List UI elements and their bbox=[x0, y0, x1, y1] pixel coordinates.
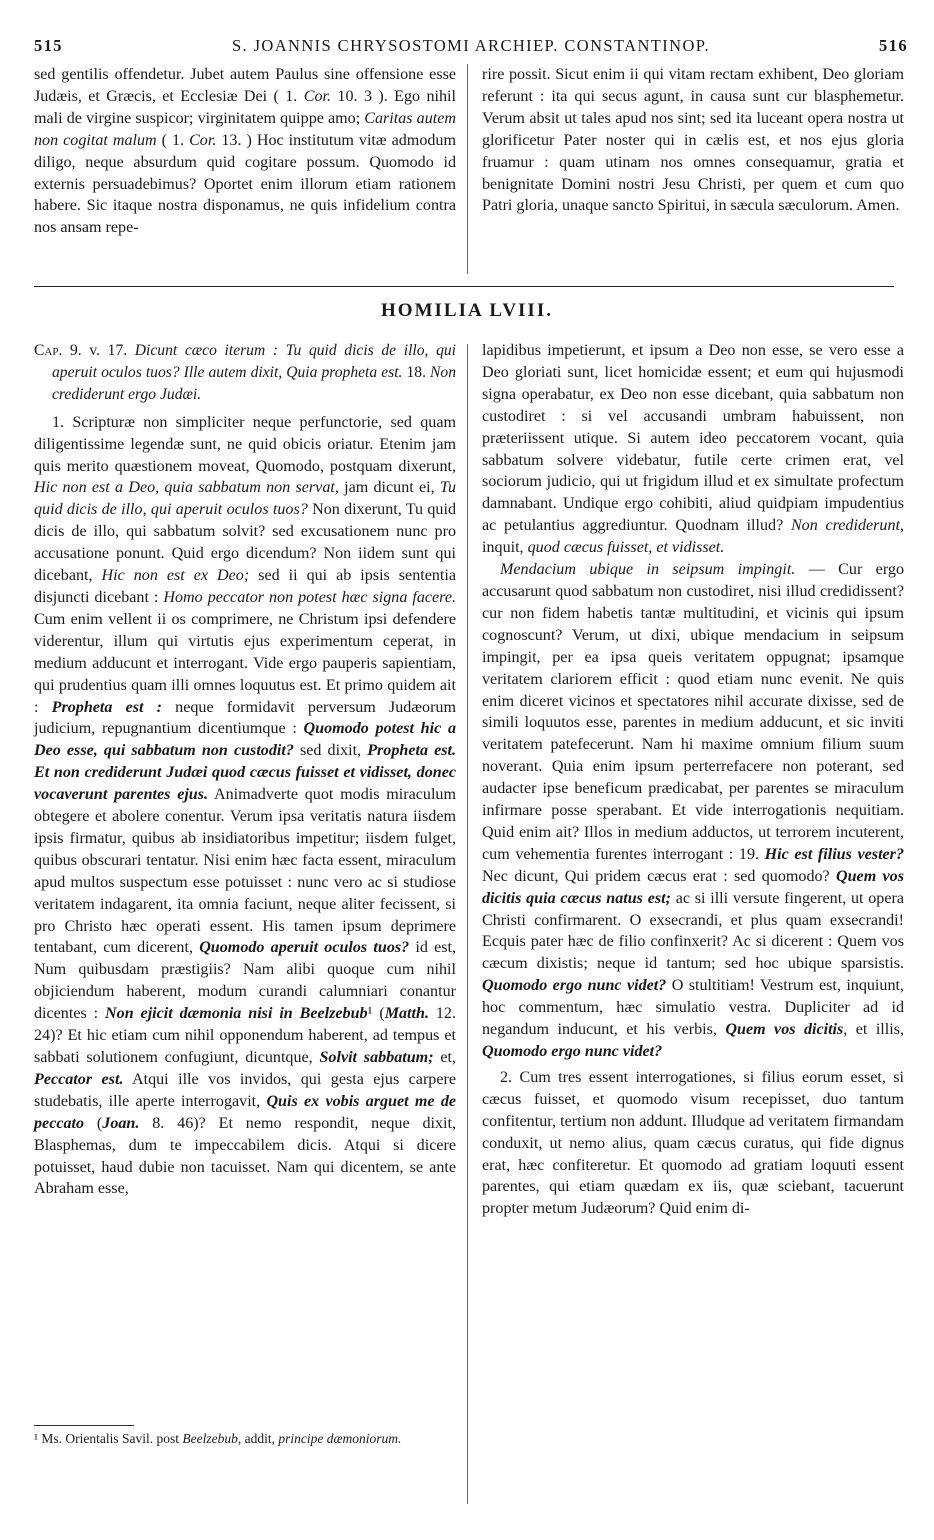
quotation: quod cæcus fuisset, et vidisset. bbox=[527, 539, 725, 557]
quotation: Homo peccator non potest hæc signa facere. bbox=[163, 588, 456, 606]
text-run: 10. 3 ). Ego nihil mali de virgine suspicor; virginitatem quippe amo; bbox=[34, 87, 456, 127]
quotation: Quem vos dicitis bbox=[725, 1021, 844, 1039]
footnote bbox=[34, 1430, 456, 1448]
text-run: Atqui ille vos invidos, qui gesta ejus carpere studebatis, ille aperte interrogavit, bbox=[34, 1070, 456, 1110]
scripture-ref: Cor. bbox=[189, 131, 217, 149]
text-run: 9. v. 17. bbox=[62, 342, 135, 359]
quotation: Quomodo ergo nunc videt? bbox=[482, 1043, 663, 1060]
quotation: Propheta est. Et non crediderunt Judæi quod cæcus fuisset et vidisset, donec vocaverunt parentes ejus. bbox=[34, 742, 456, 804]
text-run: ( 1. bbox=[156, 131, 190, 149]
text-run: , et illis, bbox=[843, 1021, 905, 1039]
text-run: 8. 46)? Et nemo respondit, neque dixit, Blasphemas, dum te impeccabilem dicis. Atqui si dicere potuisset, haud dubie non tacuisset. Nam qui dicentem, se ante Abraham esse, bbox=[34, 1114, 456, 1198]
top-right-paragraph: rire possit. Sicut enim ii qui vitam rectam exhibent, Deo gloriam referunt : ita qui secus agunt, in causa sunt cur blasphemetur. Verum absit ut tales apud nos sint; sed ita luceant opera nostra ut glorificetur Pater noster qui in cælis est, et nos ejus gloria fruamur : quam utinam nos omnes consequamur, gratia et benignitate Domini nostri Jesu Christi, per quem et cum quo Patri gloria, unaque sancto Spiritui, in sæcula sæculorum. Amen. bbox=[482, 66, 904, 215]
text-run: id est, Num quibusdam præstigiis? Nam alibi quoque cum nihil objiciendum haberent, modum curandi calumniari conantur dicentes : bbox=[34, 939, 456, 1023]
quotation: Propheta est : bbox=[51, 698, 162, 716]
quotation: Peccator est. bbox=[34, 1070, 124, 1088]
section-rule bbox=[34, 286, 894, 287]
footnote-rule bbox=[34, 1425, 134, 1426]
quotation: Hic non est a Deo, quia sabbatum non servat bbox=[34, 479, 335, 497]
quotation: Quem vos dicitis quia cæcus natus est; bbox=[482, 867, 904, 907]
quotation: Quis ex vobis arguet me de peccato bbox=[34, 1092, 457, 1132]
paragraph-continued bbox=[482, 340, 904, 559]
chapter-label: Cap. bbox=[34, 342, 63, 359]
text-run: sed ii qui ab ipsis sententia disjuncti dicebant : bbox=[34, 567, 456, 606]
text-run: ( bbox=[84, 1114, 103, 1132]
quotation: Non crediderunt ergo Judæi. bbox=[52, 363, 456, 403]
page-number-right: 516 bbox=[879, 36, 908, 55]
quotation: Tu quid dicis de illo, qui aperuit oculos tuos? bbox=[34, 479, 456, 519]
text-run: lapidibus impetierunt, et ipsum a Deo non esse, se vero esse a Deo gloriati sunt, licet homicidæ essent; et eum qui hujusmodi signa operabatur, ex Deo non esse dicebant, quia sabbatum non custodiret : si vel accusandi umbram habuissent, non præteriissent utique. Si autem ideo peccatorem vocant, quia sabbatum solvere videbatur, futile certe crimen erat, vel sociorum judicio, qui ut frigidum illud et ex simultate profectum damnabant. Undique ergo cohibiti, aliud quidpiam impudentius ac petulantius aggrediuntur. Quodnam illud? bbox=[482, 342, 904, 535]
text-run: ¹ Ms. Orientalis Savil. post bbox=[34, 1431, 183, 1446]
side-heading: Mendacium ubique in seipsum impingit. bbox=[500, 561, 796, 579]
text-run: et, bbox=[433, 1049, 456, 1066]
paragraph-1 bbox=[34, 412, 456, 1201]
text-run: Cum enim vellent ii os comprimere, ne Christum ipsi defendere viderentur, illum qui virtutis ejus experimentum ceperat, in medium adducunt et interrogant. Vide ergo pauperis sapientiam, qui prudentius quam illi omnes loquutus est. Et primo quidem ait : bbox=[34, 610, 456, 716]
scripture-ref: Cor. bbox=[303, 87, 332, 105]
text-run: sed dixit, bbox=[293, 742, 368, 760]
top-left-paragraph bbox=[34, 64, 456, 239]
quotation: Quomodo aperuit oculos tuos? bbox=[199, 939, 410, 957]
text-run: neque formidavit perversum Judæorum judicium, repugnantium dicentiumque : bbox=[34, 698, 456, 738]
quotation: Dicunt cæco iterum : Tu quid dicis de illo, qui aperuit oculos tuos? Ille autem dixit, Quia propheta est. bbox=[52, 342, 456, 381]
paragraph-2: 2. Cum tres essent interrogationes, si filius eorum esset, si cæcus fuisset, et quomodo visum recepisset, duo tantum confitentur, tertium non addunt. Illudque ad veritatem firmandam conduxit, ut nemo alius, quam cæcus curatus, qui fide dignus erat, hæc confiteretur. Et quomodo ad gratiam loquuti essent parentes, qui etiam quædam ex iis, quæ sciebant, tacuerunt propter metum Judæorum? Quid enim di- bbox=[482, 1068, 904, 1218]
running-head bbox=[34, 36, 908, 60]
text-run: , addit, bbox=[237, 1431, 279, 1446]
chapter-heading bbox=[34, 340, 456, 406]
text-run: Nec dicunt, Qui pridem cæcus erat : sed quomodo? bbox=[482, 867, 836, 885]
main-right-column bbox=[482, 340, 904, 1220]
quotation: Quomodo potest hic a Deo esse, qui sabbatum non custodit? bbox=[34, 720, 456, 760]
running-title: S. JOANNIS CHRYSOSTOMI ARCHIEP. CONSTANTINOP. bbox=[231, 36, 711, 55]
column-divider bbox=[467, 344, 468, 1504]
text-run: — Cur ergo accusarunt quod sabbatum non custodiret, nisi illud credidissent? cur non fidem habetis tantæ multitudini, et vicinis qui ipsum cognoscunt? Verum, ut dixi, ubique mendacium in seipsum impingit, per ea ipsa queis veritatem oppugnat; ipsamque veritatem clariorem efficit : quod etiam nunc evenit. Ne quis enim diceret vicinos et spectatores nihil accurate dixisse, sed de simili loquutos esse, parentes in medium adducunt, et sic inviti veritatem patefecerunt. Nam hi maxime omnium filium suum noverant. Quia enim ipsum perterrefacere non poterant, sed audacter ipse beneficum prædicabat, per parentes se miraculum infirmare posse sperabant. Et vide interrogationis nequitiam. Quid enim ait? Illos in medium adductos, ut terrorem incuterent, cum vehementia furentes interrogant : 19. bbox=[482, 561, 904, 863]
text-run: O stultitiam! Vestrum est, inquiunt, hoc commentum, hæc simulatio vestra. Dupliciter ad id negandum inducunt, et his verbis, bbox=[482, 977, 904, 1039]
footnote-marker: ¹ ( bbox=[367, 1005, 385, 1023]
homily-title: HOMILIA LVIII. bbox=[381, 300, 553, 321]
footnote-italic: Beelzebub bbox=[182, 1431, 238, 1446]
column-divider bbox=[467, 64, 468, 274]
scripture-ref: Matth. bbox=[384, 1005, 429, 1023]
text-run: , inquit, bbox=[482, 517, 904, 557]
page-number-left: 515 bbox=[34, 36, 63, 55]
quotation: Non crediderunt bbox=[790, 517, 900, 535]
top-left-column bbox=[34, 64, 456, 239]
scripture-ref: Joan. bbox=[102, 1114, 140, 1132]
quotation: Hic non est ex Deo; bbox=[101, 567, 250, 585]
text-run: sed gentilis offendetur. Jubet autem Paulus sine offensione esse Judæis, et Græcis, et Ecclesiæ Dei ( 1. bbox=[34, 66, 456, 105]
quotation: Solvit sabbatum; bbox=[319, 1049, 434, 1066]
top-right-column bbox=[482, 64, 904, 217]
text-run: , jam dicunt ei, bbox=[334, 479, 440, 497]
text-run: 12. 24)? Et hic etiam cum nihil opponendum haberent, ad tempus et sabbati solutionem confugiunt, dicuntque, bbox=[34, 1005, 456, 1066]
text-run: Animadverte quot modis miraculum obtegere et abolere conentur. Verum ipsa veritatis natura iisdem ipsis firmatur, quibus ab insidiatoribus impetitur; iisdem fulget, quibus obscurari tentatur. Nisi enim hæc facta essent, miraculum apud multos suspectum esse potuisset : nunc vero ac si studiose veritatem indagarent, ita omnia faciunt, neque aliter fecissent, si pro Christo hæc operati essent. His tamen ipsum deprimere tentabant, cum dicerent, bbox=[34, 786, 456, 957]
quotation: Caritas autem non cogitat malum bbox=[34, 109, 456, 149]
text-run: Non dixerunt, Tu quid dicis de illo, qui sabbatum solvit? sed excusationem nunc pro accusatione ponunt. Quid ergo dicendum? Non iidem sunt qui dicebant, bbox=[34, 501, 456, 585]
quotation: Non ejicit dæmonia nisi in Beelzebub bbox=[105, 1005, 368, 1023]
quotation: Quomodo ergo nunc videt? bbox=[482, 977, 667, 995]
text-run: 1. Scripturæ non simpliciter neque perfunctorie, sed quam diligentissime legendæ sunt, ne quid obicis oriatur. Etenim jam quis merito quæstionem moveat, Quomodo, postquam dixerunt, bbox=[34, 413, 456, 475]
text-run: ac si illi versute fingerent, ut opera Christi confirmarent. O exsecrandi, et plus quam exsecrandi! Ecquis pater hæc de filio confinxerit? Ac si dicerent : Quem vos cæcum dixistis; neque id tantum; sed hoc ubique sparsistis. bbox=[482, 889, 904, 973]
footnote-italic: principe dæmoniorum. bbox=[278, 1431, 402, 1446]
text-run: 18. bbox=[402, 363, 430, 381]
text-run: 13. ) Hoc institutum vitæ admodum diligo, neque absurdum quid cogitare possum. Quomodo id externis persuadebimus? Oportet enim illorum etiam rationem habere. Sic itaque nostra disponamus, ne quis infidelium contra nos ansam repe- bbox=[34, 131, 456, 237]
main-left-column bbox=[34, 340, 456, 1200]
paragraph-mendacium bbox=[482, 559, 904, 1063]
quotation: Hic est filius vester? bbox=[764, 845, 904, 863]
